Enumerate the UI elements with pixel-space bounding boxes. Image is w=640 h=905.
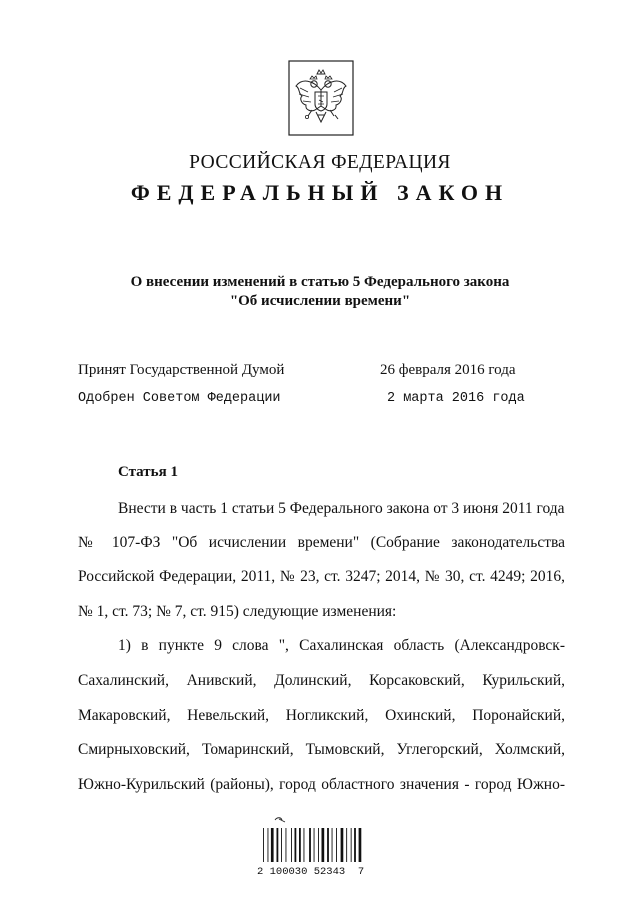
article-heading: Статья 1 xyxy=(118,464,178,480)
barcode-bar xyxy=(295,828,297,862)
barcode-bar xyxy=(281,828,282,862)
barcode-bar xyxy=(299,828,301,862)
barcode-bar xyxy=(277,828,279,862)
barcode-bar xyxy=(271,828,274,862)
article-line: Внести в часть 1 статьи 5 Федерального закона от 3 июня 2011 года xyxy=(118,500,565,517)
article-line: Сахалинский, Анивский, Долинский, Корсаковский, Курильский, xyxy=(78,672,565,689)
barcode-bar xyxy=(263,828,264,862)
council-approval-label: Одобрен Советом Федерации xyxy=(78,391,281,406)
barcode-bar xyxy=(336,828,337,862)
barcode-bar xyxy=(346,828,347,862)
barcode-bar xyxy=(318,828,319,862)
barcode-bar xyxy=(286,828,287,862)
barcode-bar xyxy=(322,828,325,862)
barcode-bar xyxy=(291,828,292,862)
duma-adoption-label: Принят Государственной Думой xyxy=(78,362,285,378)
signature-mark xyxy=(275,818,285,822)
council-approval-date: 2 марта 2016 года xyxy=(387,391,525,406)
law-title-line-2: "Об исчислении времени" xyxy=(229,293,411,309)
duma-adoption-date: 26 февраля 2016 года xyxy=(380,362,516,378)
barcode-bar xyxy=(314,828,315,862)
article-line: 1) в пункте 9 слова ", Сахалинская область (Александровск- xyxy=(118,637,565,654)
article-line: Макаровский, Невельский, Ногликский, Охинский, Поронайский, xyxy=(78,707,565,724)
barcode-number: 2 100030 52343 7 xyxy=(257,866,365,878)
article-line: Смирныховский, Томаринский, Тымовский, Углегорский, Холмский, xyxy=(78,741,565,758)
barcode-bar xyxy=(309,828,311,862)
barcode-bar xyxy=(359,828,362,862)
law-type-heading: ФЕДЕРАЛЬНЫЙ ЗАКОН xyxy=(130,180,510,205)
law-title-line-1: О внесении изменений в статью 5 Федерального закона xyxy=(130,274,510,290)
barcode-bar xyxy=(304,828,305,862)
barcode-bar xyxy=(341,828,344,862)
country-name: РОССИЙСКАЯ ФЕДЕРАЦИЯ xyxy=(189,152,451,173)
barcode-bar xyxy=(327,828,329,862)
barcode-bar xyxy=(351,828,352,862)
article-line: Южно-Курильский (районы), город областного значения - город Южно- xyxy=(78,776,565,793)
article-line: № 107-ФЗ "Об исчислении времени" (Собрание законодательства xyxy=(78,534,565,551)
barcode-bar xyxy=(268,828,269,862)
coat-of-arms-emblem xyxy=(288,60,354,136)
article-line: Российской Федерации, 2011, № 23, ст. 3247; 2014, № 30, ст. 4249; 2016, xyxy=(78,568,565,585)
barcode-bar xyxy=(354,828,356,862)
barcode-bar xyxy=(332,828,333,862)
article-line: № 1, ст. 73; № 7, ст. 915) следующие изменения: xyxy=(78,603,397,620)
